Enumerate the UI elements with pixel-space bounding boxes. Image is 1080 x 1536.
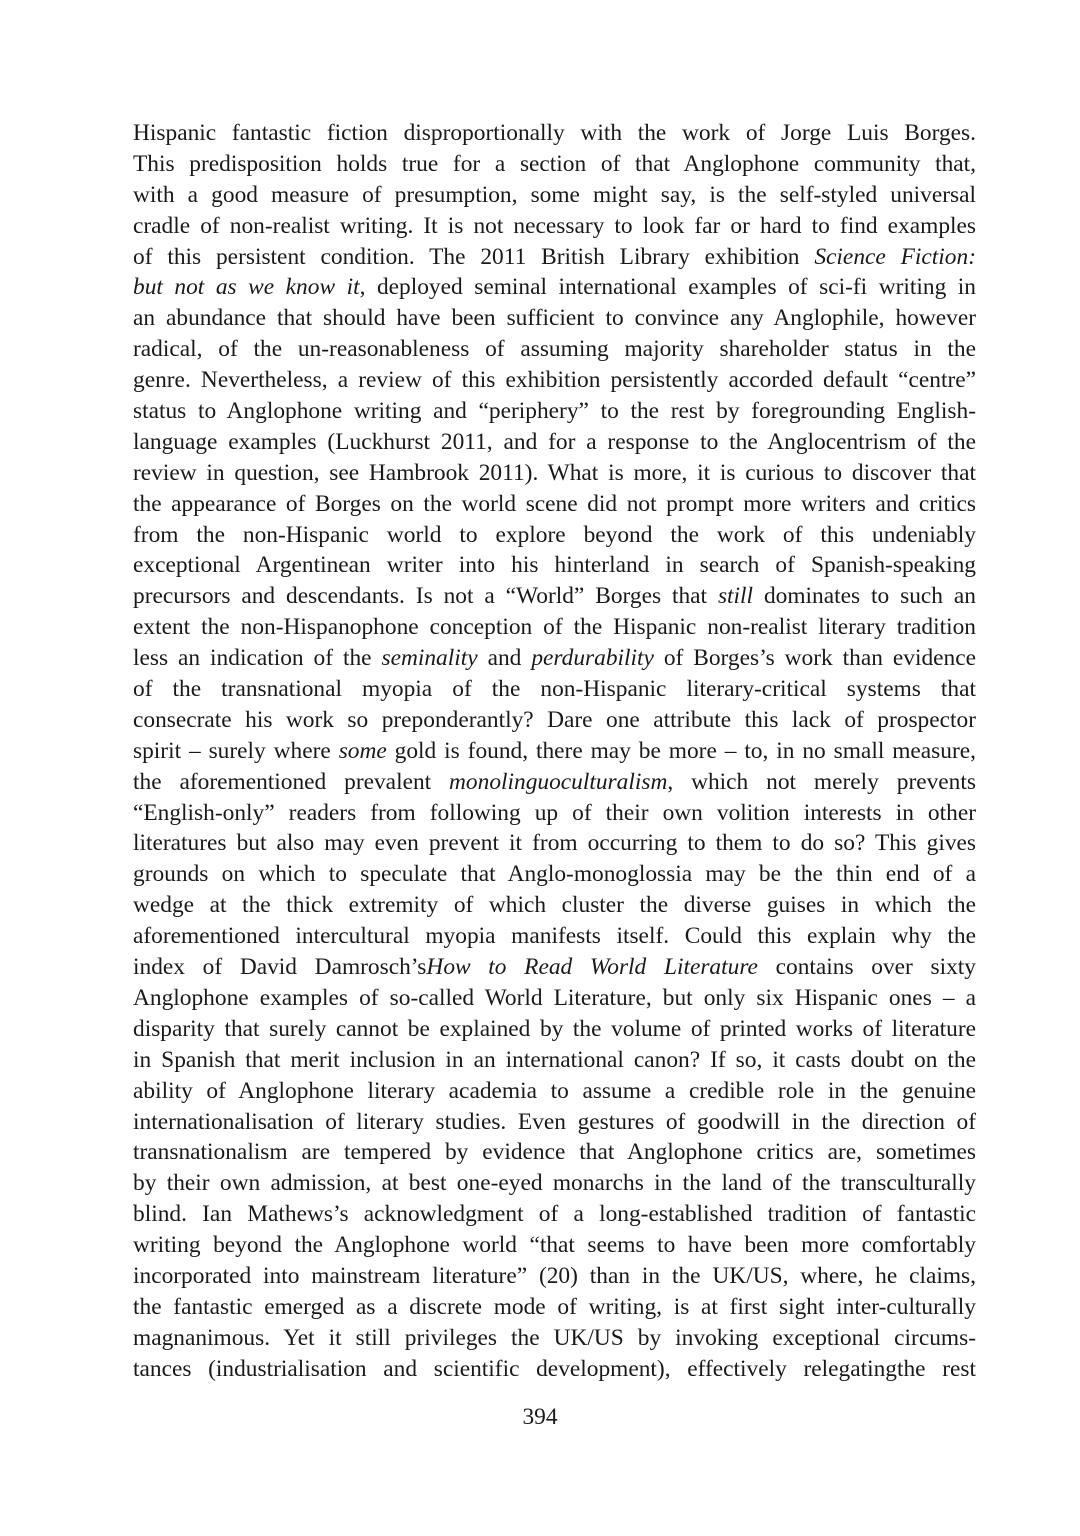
text-line — [133, 489, 976, 520]
text-line — [133, 1230, 976, 1261]
text-segment: of the transnational myopia of the non-Hispanic literary-critical systems that — [133, 676, 976, 703]
text-segment: , deployed seminal international examples of sci-fi writing in — [359, 274, 976, 301]
text-segment: with a good measure of presumption, some might say, is the self-styled universal — [133, 181, 976, 208]
text-line — [133, 1292, 976, 1323]
text-segment: and — [477, 645, 532, 672]
text-segment: transnationalism are tempered by evidence that Anglophone critics are, sometimes — [133, 1139, 976, 1166]
text-segment: language examples (Luckhurst 2011, and for a response to the Anglocentrism of the — [133, 428, 976, 455]
italic-text-segment: perdurability — [531, 645, 654, 672]
text-segment: the fantastic emerged as a discrete mode of writing, is at first sight inter-culturally — [133, 1293, 976, 1320]
text-line — [133, 612, 976, 643]
text-segment: Hispanic fantastic fiction disproportionally with the work of Jorge Luis Borges. — [133, 120, 976, 146]
text-segment: status to Anglophone writing and “periphery” to the rest by foregrounding English- — [133, 398, 976, 425]
text-segment: of Borges’s work than evidence — [653, 645, 976, 672]
text-segment: review in question, see Hambrook 2011). What is more, it is curious to discover that — [133, 459, 976, 486]
text-line — [133, 1014, 976, 1045]
text-line — [133, 520, 976, 551]
text-line — [133, 365, 976, 396]
text-segment: ability of Anglophone literary academia to assume a credible role in the genuine — [133, 1077, 976, 1104]
text-segment: of this persistent condition. The 2011 British Library exhibition — [133, 243, 815, 270]
italic-text-segment: but not as we know it — [133, 274, 360, 301]
text-line — [133, 859, 976, 890]
italic-text-segment: monolinguoculturalism — [449, 768, 668, 795]
text-line — [133, 303, 976, 334]
text-line — [133, 427, 976, 458]
text-segment: spirit – surely where — [133, 737, 339, 764]
text-line — [133, 643, 976, 674]
text-line — [133, 828, 976, 859]
text-segment: blind. Ian Mathews’s acknowledgment of a long-established tradition of fantastic — [133, 1201, 976, 1228]
text-segment: internationalisation of literary studies. Even gestures of goodwill in the direction of — [133, 1108, 976, 1135]
text-segment: disparity that surely cannot be explained by the volume of printed works of literature — [133, 1015, 976, 1042]
text-segment: writing beyond the Anglophone world “that seems to have been more comfortably — [133, 1232, 976, 1259]
text-segment: genre. Nevertheless, a review of this exhibition persistently accorded default “centre” — [133, 367, 976, 394]
text-line — [133, 798, 976, 829]
text-segment: , which not merely prevents — [667, 768, 976, 795]
text-line — [133, 983, 976, 1014]
text-segment: the appearance of Borges on the world scene did not prompt more writers and critics — [133, 490, 976, 517]
text-segment: radical, of the un-reasonableness of assuming majority shareholder status in the — [133, 336, 976, 363]
text-segment: from the non-Hispanic world to explore beyond the work of this undeniably — [133, 521, 976, 548]
page-number: 394 — [522, 1404, 558, 1430]
text-line — [133, 1199, 976, 1230]
text-line — [133, 1045, 976, 1076]
text-segment: exceptional Argentinean writer into his hinterland in search of Spanish-speaking — [133, 552, 976, 579]
text-line — [133, 1261, 976, 1292]
text-segment: tances (industrialisation and scientific development), effectively relegatingthe rest — [133, 1355, 976, 1382]
text-line — [133, 581, 976, 612]
italic-text-segment: some — [338, 737, 387, 764]
text-segment: by their own admission, at best one-eyed monarchs in the land of the transculturally — [133, 1170, 976, 1197]
text-line — [133, 118, 976, 149]
text-line — [133, 180, 976, 211]
text-line — [133, 1076, 976, 1107]
text-segment: grounds on which to speculate that Anglo-monoglossia may be the thin end of a — [133, 861, 976, 888]
italic-text-segment: seminality — [381, 645, 478, 672]
text-segment: literatures but also may even prevent it from occurring to them to do so? This gives — [133, 830, 976, 857]
text-segment: wedge at the thick extremity of which cluster the diverse guises in which the — [133, 892, 976, 919]
text-segment: gold is found, there may be more – to, in no small measure, — [386, 737, 976, 764]
text-segment: contains over sixty — [757, 954, 976, 981]
text-segment: magnanimous. Yet it still privileges the UK/US by invoking exceptional circums- — [133, 1324, 976, 1351]
text-line — [133, 674, 976, 705]
text-segment: “English-only” readers from following up of their own volition interests in other — [133, 799, 976, 826]
text-segment: cradle of non-realist writing. It is not necessary to look far or hard to find examples — [133, 212, 976, 239]
text-segment: consecrate his work so preponderantly? Dare one attribute this lack of prospector — [133, 706, 976, 733]
text-line — [133, 1137, 976, 1168]
text-segment: dominates to such an — [753, 583, 976, 610]
text-line — [133, 211, 976, 242]
text-line — [133, 334, 976, 365]
italic-text-segment: How to Read World Literature — [426, 954, 758, 981]
text-line — [133, 1323, 976, 1354]
body-text — [133, 118, 976, 1385]
text-segment: extent the non-Hispanophone conception of the Hispanic non-realist literary tradition — [133, 614, 976, 641]
text-line — [133, 242, 976, 273]
text-segment: index of David Damrosch’s — [133, 954, 427, 981]
text-segment: less an indication of the — [133, 645, 382, 672]
text-segment: precursors and descendants. Is not a “World” Borges that — [133, 583, 718, 610]
text-segment: This predisposition holds true for a section of that Anglophone community that, — [133, 150, 976, 177]
text-segment: in Spanish that merit inclusion in an international canon? If so, it casts doubt on the — [133, 1046, 976, 1073]
text-segment: an abundance that should have been sufficient to convince any Anglophile, however — [133, 305, 976, 332]
text-line — [133, 550, 976, 581]
text-line — [133, 272, 976, 303]
text-line — [133, 1354, 976, 1385]
text-line — [133, 921, 976, 952]
text-line — [133, 767, 976, 798]
text-segment: aforementioned intercultural myopia manifests itself. Could this explain why the — [133, 923, 976, 950]
text-line — [133, 396, 976, 427]
text-line — [133, 952, 976, 983]
text-line — [133, 705, 976, 736]
italic-text-segment: Science Fiction: — [814, 243, 976, 270]
italic-text-segment: still — [717, 583, 754, 610]
text-line — [133, 458, 976, 489]
text-line — [133, 890, 976, 921]
text-line — [133, 1107, 976, 1138]
text-line — [133, 149, 976, 180]
text-line — [133, 736, 976, 767]
text-line — [133, 1168, 976, 1199]
text-segment: Anglophone examples of so-called World Literature, but only six Hispanic ones – a — [133, 984, 976, 1011]
text-segment: incorporated into mainstream literature” (20) than in the UK/US, where, he claims, — [133, 1262, 976, 1289]
text-segment: the aforementioned prevalent — [133, 768, 450, 795]
